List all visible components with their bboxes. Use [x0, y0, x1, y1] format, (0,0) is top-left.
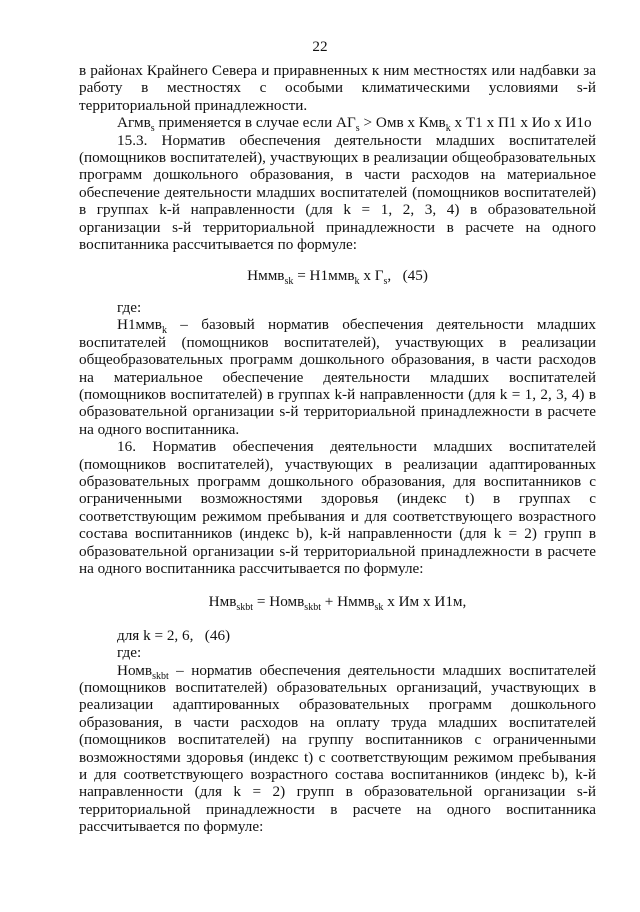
- text: х Им х И1м,: [383, 593, 467, 611]
- page-number: 22: [312, 38, 328, 55]
- text: = Номв: [253, 593, 305, 611]
- text: , (45): [387, 267, 428, 285]
- subscript: sk: [284, 276, 294, 288]
- subscript: s: [383, 276, 388, 288]
- text: + Нммв: [320, 593, 375, 611]
- text: Нмв: [208, 593, 237, 611]
- text: Агмв: [117, 114, 151, 132]
- where-label: где:: [117, 298, 142, 316]
- text: х Т1 х П1 х Ио х И1о: [450, 114, 592, 132]
- text: применяется в случае если АГ: [154, 114, 356, 132]
- formula-46: [79, 593, 596, 614]
- text: Н1ммв: [117, 316, 162, 334]
- subscript: k: [445, 123, 451, 135]
- paragraph-continuation: в районах Крайнего Севера и приравненных к ним местностях или надбавки за работу в местностях с особыми климатическими условиями s-й территориальной принадлежности.: [79, 62, 596, 114]
- subscript: skbt: [304, 602, 321, 614]
- subscript: skbt: [152, 670, 169, 682]
- subscript: skbt: [236, 602, 254, 614]
- paragraph-definition-h1mmv: [79, 316, 596, 438]
- paragraph-definition-nomv: [79, 662, 596, 836]
- text: = Н1ммв: [293, 267, 355, 285]
- paragraph-15-3: 15.3. Норматив обеспечения деятельности младших воспитателей (помощников воспитателей), участвующих в реализации общеобразовательных программ дошкольного образования, в части расходов на материальное обеспечение деятельности младших воспитателей (помощников воспитателей) в группах k-й направленности (для k = 1, 2, 3, 4) в образовательной организации s-й территориальной принадлежности в расчете на одного воспитанника рассчитывается по формуле:: [79, 131, 596, 254]
- paragraph-condition: [79, 114, 596, 135]
- paragraph-16: 16. Норматив обеспечения деятельности младших воспитателей (помощников воспитателей), участвующих в реализации адаптированных образовательных программ дошкольного образования, для воспитанников с ограниченными возможностями здоровья (индекс t) в группах с соответствующим режимом пребывания и для соответствующего возрастного состава воспитанников (индекс b), k-й направленности (для k = 2) групп в образовательной организации s-й территориальной принадлежности в расчете на одного воспитанника рассчитывается по формуле:: [79, 438, 596, 577]
- text: > Омв х Кмв: [359, 114, 446, 132]
- document-body: [79, 62, 596, 836]
- text: х Г: [359, 267, 384, 285]
- subscript: s: [355, 123, 360, 135]
- formula-46-condition: для k = 2, 6, (46): [117, 626, 231, 644]
- subscript: k: [161, 325, 167, 337]
- text: Нммв: [247, 267, 285, 285]
- subscript: s: [150, 123, 155, 135]
- where-label: где:: [117, 644, 142, 662]
- text: – норматив обеспечения деятельности младших воспитателей (помощников воспитателей) образовательных организаций, участвующих в реализации адаптированных образовательных программ дошкольного образования, в части расходов на оплату труда младших воспитателей (помощников воспитателей) на группу воспитанников с ограниченными возможностями здоровья (индекс t) с соответствующим режимом пребывания и для соответствующего возрастного состава воспитанников (индекс b), k-й направленности (для k = 2) групп в образовательной организации s-й территориальной принадлежности в расчете на одного воспитанника рассчитывается по формуле:: [79, 661, 596, 836]
- text: Номв: [117, 661, 153, 679]
- subscript: k: [354, 276, 360, 288]
- formula-45: [79, 267, 596, 288]
- subscript: sk: [374, 602, 384, 614]
- text: – базовый норматив обеспечения деятельности младших воспитателей (помощников воспитателей), участвующих в реализации общеобразовательных программ дошкольного образования, в части расходов на материальное обеспечение деятельности младших воспитателей (помощников воспитателей) в группах k-й направленности (для k = 1, 2, 3, 4) в образовательной организации s-й территориальной принадлежности в расчете на одного воспитанника.: [79, 316, 596, 438]
